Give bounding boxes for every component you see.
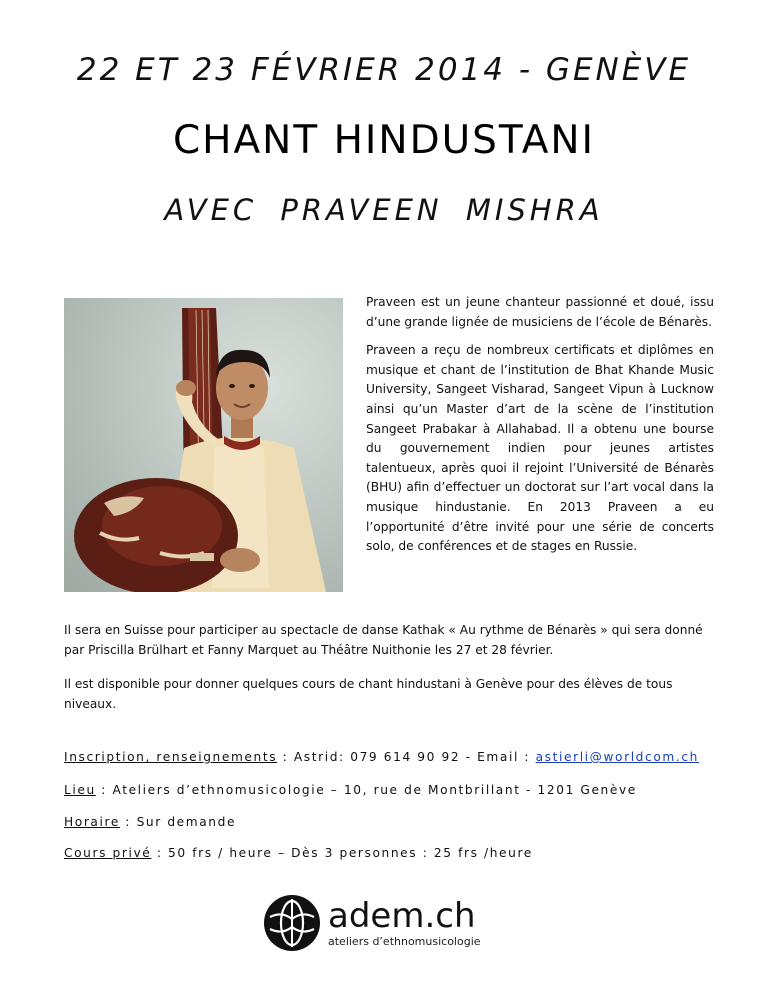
inscription-label: Inscription, renseignements xyxy=(64,750,278,764)
location-line xyxy=(64,783,744,797)
inscription-line xyxy=(64,750,744,764)
logo-tagline: ateliers d’ethnomusicologie xyxy=(328,935,481,948)
schedule-label: Horaire xyxy=(64,815,120,829)
bio-paragraph-career: Praveen a reçu de nombreux certificats et diplômes en musique et chant de l’institution de Bhat Khande Music University, Sangeet Visharad, Sangeet Vipun à Lucknow ainsi qu’un Master d’art de la scène de l’institution Sangeet Prabakar à Allahabad. Il a obtenu une bourse du gouvernement indien pour jeunes artistes talentueux, après quoi il rejoint l’Université de Bénarès (BHU) afin d’effectuer un doctorat sur l’art vocal dans la musique hindustanie. En 2013 Praveen a eu l’opportunité d’être invité pour une série de concerts solo, de conférences et de stages en Russie. xyxy=(366,343,714,554)
private-lessons-line xyxy=(64,846,744,860)
location-label: Lieu xyxy=(64,783,96,797)
adem-logo xyxy=(262,893,502,953)
tanpura-player-illustration xyxy=(64,298,343,592)
artist-photo xyxy=(64,298,343,592)
bio-paragraph-intro: Praveen est un jeune chanteur passionné et doué, issu d’une grande lignée de musiciens de l’école de Bénarès. xyxy=(366,295,714,329)
schedule-line xyxy=(64,815,744,829)
page-subtitle: AVEC PRAVEEN MISHRA xyxy=(164,193,604,227)
schedule-text: : Sur demande xyxy=(119,815,237,829)
location-text: : Ateliers d’ethnomusicologie – 10, rue de Montbrillant - 1201 Genève xyxy=(95,783,637,797)
logo-name: adem.ch xyxy=(328,896,476,936)
inscription-text: : Astrid: 079 614 90 92 - Email : xyxy=(277,750,536,764)
page-title: CHANT HINDUSTANI xyxy=(172,118,596,163)
adem-logo-graphic xyxy=(262,893,502,953)
private-lessons-text: : 50 frs / heure – Dès 3 personnes : 25 frs /heure xyxy=(151,846,533,860)
artist-biography xyxy=(366,293,714,566)
lessons-paragraph: Il est disponible pour donner quelques cours de chant hindustani à Genève pour des élèves de tous niveaux. xyxy=(64,677,673,711)
email-link[interactable]: astierli@worldcom.ch xyxy=(535,750,699,764)
event-date-heading: 22 ET 23 FÉVRIER 2014 - GENÈVE xyxy=(76,52,692,88)
private-lessons-label: Cours privé xyxy=(64,846,152,860)
event-paragraph: Il sera en Suisse pour participer au spectacle de danse Kathak « Au rythme de Bénarès » qui sera donné par Priscilla Brülhart et Fanny Marquet au Théâtre Nuithonie les 27 et 28 février. xyxy=(64,623,703,657)
